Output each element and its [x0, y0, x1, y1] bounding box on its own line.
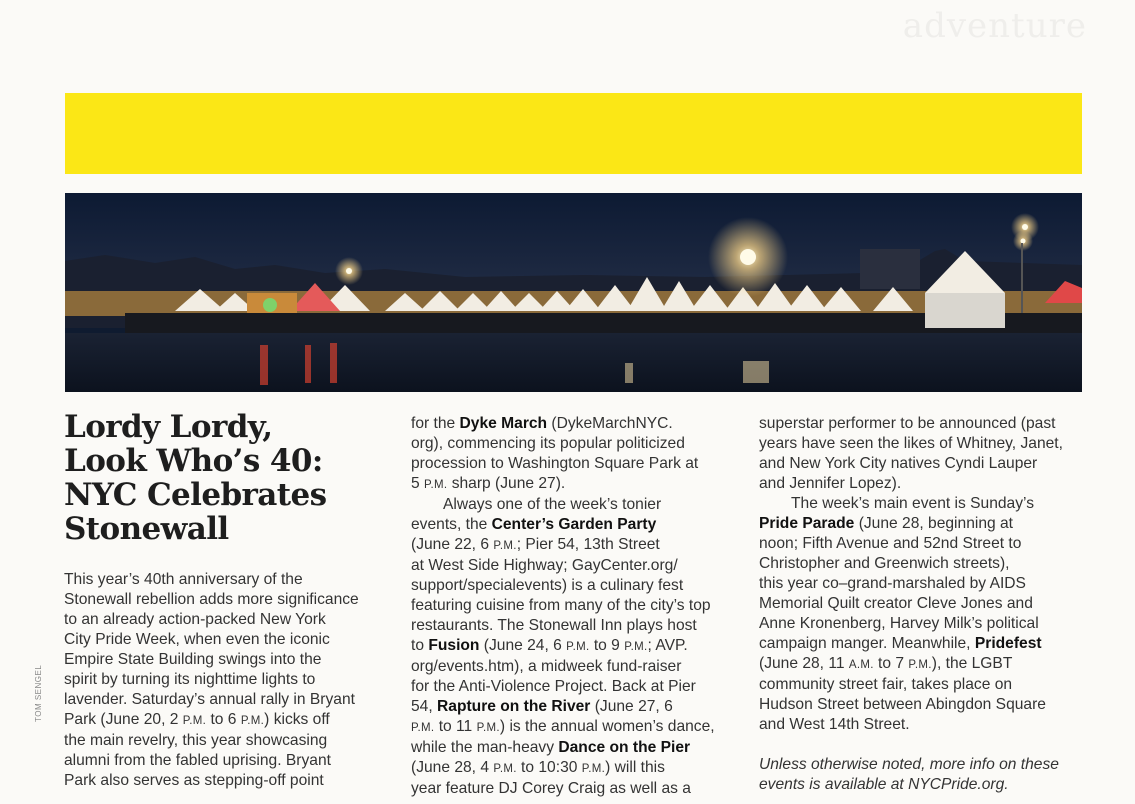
text-line: spirit by turning its nighttime lights to: [64, 671, 316, 688]
section-tag: adventure: [902, 6, 1087, 46]
event-name-pridefest: Pridefest: [974, 635, 1042, 652]
text-line: and West 14th Street.: [759, 716, 910, 733]
time-abbrev: P.M.: [476, 722, 500, 734]
text-line: [411, 474, 731, 495]
spacer: [759, 735, 1089, 755]
text-line: City Pride Week, when even the iconic: [64, 631, 330, 648]
time-abbrev: P.M.: [240, 715, 265, 727]
text-run: ), the LGBT: [931, 655, 1013, 672]
text-line: Park also serves as stepping-off point: [64, 772, 324, 789]
time-abbrev: P.M.: [566, 641, 590, 653]
headline-line: Stonewall: [64, 511, 229, 547]
time-abbrev: A.M.: [848, 659, 874, 671]
time-abbrev: P.M.: [493, 763, 517, 775]
text-run: (DykeMarchNYC.: [547, 415, 673, 432]
time-abbrev: P.M.: [581, 763, 606, 775]
text-run: ) is the annual women’s dance,: [499, 718, 715, 735]
text-line: featuring cuisine from many of the city’s top: [411, 597, 711, 614]
text-line: support/specialevents) is a culinary fest: [411, 577, 684, 594]
text-run: events, the: [411, 516, 492, 533]
text-line: noon; Fifth Avenue and 52nd Street to: [759, 535, 1022, 552]
text-run: ; AVP.: [647, 637, 688, 654]
headline-line: Lordy Lordy,: [64, 409, 273, 445]
text-run: to 10:30: [516, 759, 582, 776]
text-run: to 6: [206, 711, 241, 728]
text-line: [411, 515, 731, 535]
text-run: ) kicks off: [264, 711, 330, 728]
text-run: for the: [411, 415, 460, 432]
time-abbrev: P.M.: [411, 722, 435, 734]
text-run: to: [411, 637, 429, 654]
headline-line: NYC Celebrates: [64, 477, 327, 513]
text-line: [411, 414, 731, 434]
text-run: (June 27, 6: [590, 698, 673, 715]
text-run: ; Pier 54, 13th Street: [516, 536, 660, 553]
text-run: while the man-heavy: [411, 739, 559, 756]
text-line: [64, 710, 394, 731]
time-abbrev: P.M.: [424, 479, 448, 491]
text-line: Empire State Building swings into the: [64, 651, 322, 668]
text-line: at West Side Highway; GayCenter.org/: [411, 557, 678, 574]
text-line: [759, 514, 1089, 534]
text-line: Anne Kronenberg, Harvey Milk’s political: [759, 615, 1039, 632]
text-run: sharp (June 27).: [447, 475, 566, 492]
text-line: [411, 717, 731, 738]
headline-line: Look Who’s 40:: [64, 443, 323, 479]
text-run: campaign manger. Meanwhile,: [759, 635, 975, 652]
text-line: The week’s main event is Sunday’s: [791, 495, 1034, 512]
yellow-accent-band: [65, 93, 1082, 174]
text-run: (June 22, 6: [411, 536, 494, 553]
text-line: [411, 738, 731, 758]
text-line: org/events.htm), a midweek fund-raiser: [411, 658, 682, 675]
text-run: ) will this: [605, 759, 665, 776]
photo-credit: TOM SENGEL: [34, 664, 43, 722]
text-line: restaurants. The Stonewall Inn plays host: [411, 617, 697, 634]
text-line: [411, 535, 731, 556]
text-line: Always one of the week’s tonier: [443, 496, 662, 513]
body-column-3: [759, 414, 1089, 795]
text-run: to 11: [434, 718, 477, 735]
body-column-2: [411, 414, 731, 799]
text-line: community street fair, takes place on: [759, 676, 1013, 693]
info-note-line: Unless otherwise noted, more info on these: [759, 756, 1059, 773]
text-line: [759, 654, 1089, 675]
text-line: [411, 758, 731, 779]
text-line: the main revelry, this year showcasing: [64, 732, 328, 749]
text-line: year feature DJ Corey Craig as well as a: [411, 780, 691, 797]
text-line: [411, 636, 731, 657]
text-line: Christopher and Greenwich streets),: [759, 555, 1010, 572]
text-line: and Jennifer Lopez).: [759, 475, 902, 492]
text-line: alumni from the fabled uprising. Bryant: [64, 752, 331, 769]
time-abbrev: P.M.: [493, 540, 517, 552]
text-line: Hudson Street between Abingdon Square: [759, 696, 1046, 713]
time-abbrev: P.M.: [182, 715, 207, 727]
event-name-fusion: Fusion: [428, 637, 480, 654]
text-line: procession to Washington Square Park at: [411, 455, 699, 472]
body-column-1: [64, 570, 394, 791]
text-line: to an already action-packed New York: [64, 611, 326, 628]
text-line: years have seen the likes of Whitney, Janet,: [759, 435, 1063, 452]
text-line: and New York City natives Cyndi Lauper: [759, 455, 1038, 472]
text-line: this year co–grand-marshaled by AIDS: [759, 575, 1026, 592]
text-run: to 9: [589, 637, 625, 654]
text-run: to 7: [873, 655, 909, 672]
article-headline: [64, 410, 384, 546]
text-line: [411, 697, 731, 717]
time-abbrev: P.M.: [624, 641, 648, 653]
text-run: (June 28, beginning at: [854, 515, 1014, 532]
time-abbrev: P.M.: [908, 659, 932, 671]
text-run: Park (June 20, 2: [64, 711, 183, 728]
pier-night-photo: [65, 193, 1082, 392]
text-run: 5: [411, 475, 425, 492]
text-run: 54,: [411, 698, 438, 715]
event-name-rapture: Rapture on the River: [437, 698, 591, 715]
text-line: org), commencing its popular politicized: [411, 435, 685, 452]
text-run: (June 28, 4: [411, 759, 494, 776]
event-name-dance-on-pier: Dance on the Pier: [558, 739, 691, 756]
text-line: superstar performer to be announced (past: [759, 415, 1056, 432]
text-run: (June 28, 11: [759, 655, 849, 672]
event-name-dyke-march: Dyke March: [459, 415, 548, 432]
text-line: lavender. Saturday’s annual rally in Bryant: [64, 691, 355, 708]
info-note-line: events is available at NYCPride.org.: [759, 776, 1009, 793]
text-run: (June 24, 6: [479, 637, 567, 654]
text-line: [759, 634, 1089, 654]
text-line: Stonewall rebellion adds more significance: [64, 591, 359, 608]
text-line: This year’s 40th anniversary of the: [64, 571, 303, 588]
text-line: for the Anti-Violence Project. Back at Pier: [411, 678, 696, 695]
event-name-garden-party: Center’s Garden Party: [491, 516, 657, 533]
text-line: Memorial Quilt creator Cleve Jones and: [759, 595, 1033, 612]
pier-photo-illustration: [65, 193, 1082, 392]
event-name-pride-parade: Pride Parade: [759, 515, 855, 532]
